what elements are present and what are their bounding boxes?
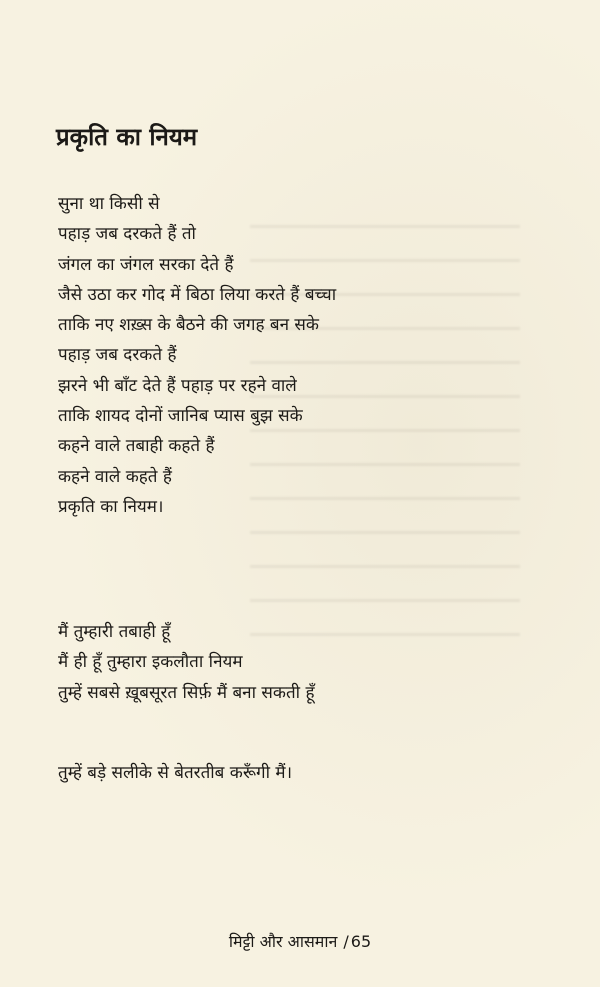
poem-title: प्रकृति का नियम <box>56 123 198 151</box>
poem-line: तुम्हें सबसे ख़ूबसूरत सिर्फ़ मैं बना सकती हूँ <box>58 682 315 703</box>
poem-line: जंगल का जंगल सरका देते हैं <box>58 254 234 275</box>
poem-line: प्रकृति का नियम। <box>58 496 164 517</box>
poem-line: पहाड़ जब दरकते हैं तो <box>58 224 196 245</box>
footer-separator: / <box>343 932 349 951</box>
stanza-1 <box>58 189 336 522</box>
poem-line: कहने वाले तबाही कहते हैं <box>58 436 215 457</box>
poem-line: ताकि शायद दोनों जानिब प्यास बुझ सके <box>58 406 303 427</box>
poem-line: मैं ही हूँ तुम्हारा इकलौता नियम <box>58 652 243 673</box>
poem-line: मैं तुम्हारी तबाही हूँ <box>58 622 171 642</box>
poem-line: पहाड़ जब दरकते हैं <box>58 345 177 366</box>
poem-line: कहने वाले कहते हैं <box>58 466 172 487</box>
page-footer <box>0 929 600 955</box>
poem-line: ताकि नए शख़्स के बैठने की जगह बन सके <box>58 315 319 336</box>
poem-line: झरने भी बाँट देते हैं पहाड़ पर रहने वाले <box>58 375 297 396</box>
poem-line: जैसे उठा कर गोद में बिठा लिया करते हैं बच्चा <box>58 284 337 305</box>
page-number: 65 <box>350 932 372 951</box>
poem-line: तुम्हें बड़े सलीके से बेतरतीब करूँगी मैं। <box>58 763 293 783</box>
poem-line: सुना था किसी से <box>58 194 160 214</box>
stanza-2 <box>58 617 315 708</box>
stanza-3 <box>58 758 292 788</box>
book-title: मिट्टी और आसमान <box>228 932 338 951</box>
